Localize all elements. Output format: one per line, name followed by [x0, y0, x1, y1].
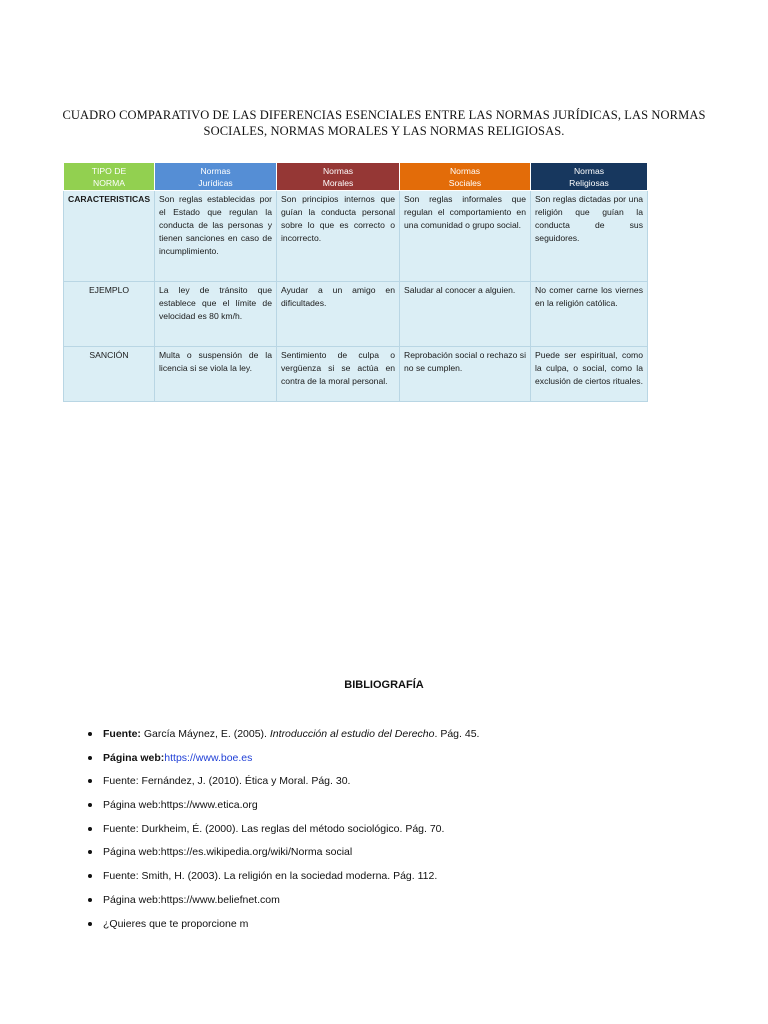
bullet-icon: [88, 803, 92, 807]
document-title: CUADRO COMPARATIVO DE LAS DIFERENCIAS ESENCIALES ENTRE LAS NORMAS JURÍDICAS, LAS NORMAS SOCIALES, NORMAS MORALES Y LAS NORMAS RELIGIOSAS.: [62, 108, 706, 138]
table-cell: Sentimiento de culpa o vergüenza si se actúa en contra de la moral personal.: [277, 347, 400, 402]
bullet-icon: [88, 732, 92, 736]
table-cell: Puede ser espiritual, como la culpa, o social, como la exclusión de ciertos rituales.: [531, 347, 648, 402]
list-item: Página web:https://www.etica.org: [84, 799, 479, 823]
list-item: Fuente: Durkheim, É. (2000). Las reglas del método sociológico. Pág. 70.: [84, 823, 479, 847]
list-item: Fuente: Smith, H. (2003). La religión en la sociedad moderna. Pág. 112.: [84, 870, 479, 894]
boe-link[interactable]: https://www.boe.es: [164, 751, 253, 764]
list-item: ¿Quieres que te proporcione m: [84, 918, 479, 942]
table-header-row: [64, 163, 648, 191]
row-label-sancion: SANCIÓN: [64, 347, 155, 402]
table-cell: Reprobación social o rechazo si no se cumplen.: [400, 347, 531, 402]
table-row: [64, 282, 648, 347]
row-label-ejemplo: EJEMPLO: [64, 282, 155, 347]
table-cell: Multa o suspensión de la licencia si se viola la ley.: [155, 347, 277, 402]
row-label-caracteristicas: CARACTERISTICAS: [64, 191, 155, 282]
table-cell: Saludar al conocer a alguien.: [400, 282, 531, 347]
bullet-icon: [88, 756, 92, 760]
bibliography-list: [84, 728, 479, 941]
bullet-icon: [88, 779, 92, 783]
list-item: Fuente: Fernández, J. (2010). Ética y Moral. Pág. 30.: [84, 775, 479, 799]
table-cell: Son reglas establecidas por el Estado que regulan la conducta de las personas y tienen sanciones en caso de incumplimiento.: [155, 191, 277, 282]
header-normas-sociales: Normas Sociales: [400, 163, 531, 191]
table-cell: No comer carne los viernes en la religión católica.: [531, 282, 648, 347]
header-tipo-norma: TIPO DE NORMA: [64, 163, 155, 191]
bullet-icon: [88, 850, 92, 854]
table-row: [64, 191, 648, 282]
header-normas-religiosas: Normas Religiosas: [531, 163, 648, 191]
table-cell: Ayudar a un amigo en dificultades.: [277, 282, 400, 347]
table-row: [64, 347, 648, 402]
list-item: Página web:https://es.wikipedia.org/wiki/Norma social: [84, 846, 479, 870]
table-cell: Son reglas informales que regulan el comportamiento en una comunidad o grupo social.: [400, 191, 531, 282]
bibliography-title: BIBLIOGRAFÍA: [344, 679, 424, 691]
list-item: Página web:https://www.beliefnet.com: [84, 894, 479, 918]
header-normas-juridicas: Normas Jurídicas: [155, 163, 277, 191]
table-cell: Son principios internos que guían la conducta personal sobre lo que es correcto o incorrecto.: [277, 191, 400, 282]
list-item: Fuente: García Máynez, E. (2005). Introducción al estudio del Derecho. Pág. 45.: [84, 728, 479, 752]
table-cell: La ley de tránsito que establece que el límite de velocidad es 80 km/h.: [155, 282, 277, 347]
comparison-table: [63, 162, 648, 402]
bullet-icon: [88, 922, 92, 926]
bullet-icon: [88, 874, 92, 878]
table-cell: Son reglas dictadas por una religión que guían la conducta de sus seguidores.: [531, 191, 648, 282]
bullet-icon: [88, 898, 92, 902]
bullet-icon: [88, 827, 92, 831]
header-normas-morales: Normas Morales: [277, 163, 400, 191]
list-item: Página web:https://www.boe.es: [84, 752, 479, 776]
